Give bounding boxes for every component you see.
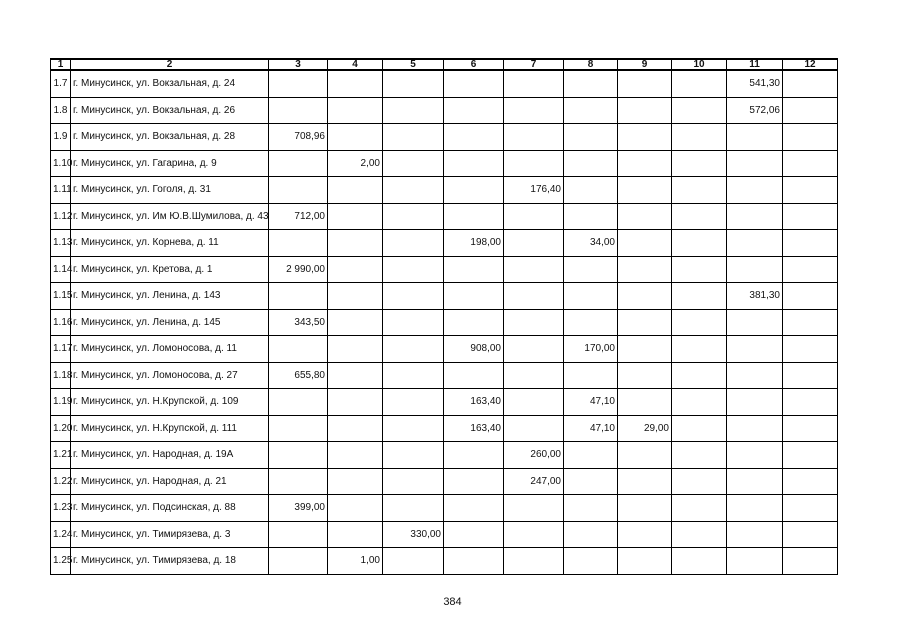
value-cell-col-11 xyxy=(727,150,783,177)
value-cell-col-10 xyxy=(672,336,727,363)
value-cell-col-9 xyxy=(618,495,672,522)
address-cell: г. Минусинск, ул. Народная, д. 21 xyxy=(71,468,269,495)
row-number: 1.12 xyxy=(51,203,71,230)
value-cell-col-10 xyxy=(672,256,727,283)
value-cell-col-8 xyxy=(564,256,618,283)
value-cell-col-11: 572,06 xyxy=(727,97,783,124)
value-cell-col-10 xyxy=(672,283,727,310)
value-cell-col-12 xyxy=(783,177,838,204)
value-cell-col-3 xyxy=(269,150,328,177)
value-cell-col-3 xyxy=(269,97,328,124)
value-cell-col-3: 655,80 xyxy=(269,362,328,389)
value-cell-col-12 xyxy=(783,97,838,124)
value-cell-col-10 xyxy=(672,548,727,575)
table-row xyxy=(51,97,838,124)
value-cell-col-3: 708,96 xyxy=(269,124,328,151)
value-cell-col-4 xyxy=(328,283,383,310)
address-cell: г. Минусинск, ул. Гагарина, д. 9 xyxy=(71,150,269,177)
value-cell-col-9 xyxy=(618,256,672,283)
value-cell-col-7 xyxy=(504,97,564,124)
value-cell-col-7 xyxy=(504,70,564,97)
value-cell-col-7 xyxy=(504,389,564,416)
value-cell-col-9 xyxy=(618,442,672,469)
value-cell-col-5 xyxy=(383,97,444,124)
value-cell-col-6: 163,40 xyxy=(444,415,504,442)
value-cell-col-5 xyxy=(383,150,444,177)
data-table xyxy=(50,58,838,575)
table-row xyxy=(51,362,838,389)
column-header-8: 8 xyxy=(564,59,618,70)
value-cell-col-9 xyxy=(618,336,672,363)
value-cell-col-10 xyxy=(672,442,727,469)
value-cell-col-11 xyxy=(727,309,783,336)
value-cell-col-6: 198,00 xyxy=(444,230,504,257)
value-cell-col-4 xyxy=(328,124,383,151)
table-row xyxy=(51,230,838,257)
value-cell-col-8 xyxy=(564,468,618,495)
value-cell-col-8: 47,10 xyxy=(564,415,618,442)
value-cell-col-4 xyxy=(328,495,383,522)
value-cell-col-12 xyxy=(783,521,838,548)
value-cell-col-7 xyxy=(504,309,564,336)
column-header-11: 11 xyxy=(727,59,783,70)
table-row xyxy=(51,548,838,575)
value-cell-col-10 xyxy=(672,389,727,416)
address-cell: г. Минусинск, ул. Им Ю.В.Шумилова, д. 43 xyxy=(71,203,269,230)
row-number: 1.16 xyxy=(51,309,71,336)
table-row xyxy=(51,495,838,522)
value-cell-col-9 xyxy=(618,362,672,389)
value-cell-col-4 xyxy=(328,230,383,257)
value-cell-col-7 xyxy=(504,256,564,283)
value-cell-col-4 xyxy=(328,309,383,336)
value-cell-col-11 xyxy=(727,548,783,575)
value-cell-col-12 xyxy=(783,124,838,151)
value-cell-col-7: 176,40 xyxy=(504,177,564,204)
value-cell-col-4 xyxy=(328,336,383,363)
table-row xyxy=(51,283,838,310)
table-row xyxy=(51,336,838,363)
row-number: 1.21 xyxy=(51,442,71,469)
value-cell-col-4 xyxy=(328,389,383,416)
value-cell-col-6 xyxy=(444,70,504,97)
value-cell-col-11 xyxy=(727,336,783,363)
address-cell: г. Минусинск, ул. Ломоносова, д. 27 xyxy=(71,362,269,389)
column-header-7: 7 xyxy=(504,59,564,70)
row-number: 1.9 xyxy=(51,124,71,151)
address-cell: г. Минусинск, ул. Гоголя, д. 31 xyxy=(71,177,269,204)
row-number: 1.22 xyxy=(51,468,71,495)
value-cell-col-4 xyxy=(328,468,383,495)
row-number: 1.13 xyxy=(51,230,71,257)
value-cell-col-7 xyxy=(504,521,564,548)
table-row xyxy=(51,203,838,230)
column-header-4: 4 xyxy=(328,59,383,70)
address-cell: г. Минусинск, ул. Н.Крупской, д. 109 xyxy=(71,389,269,416)
value-cell-col-7 xyxy=(504,362,564,389)
value-cell-col-9 xyxy=(618,97,672,124)
row-number: 1.7 xyxy=(51,70,71,97)
value-cell-col-8: 47,10 xyxy=(564,389,618,416)
address-cell: г. Минусинск, ул. Тимирязева, д. 18 xyxy=(71,548,269,575)
address-cell: г. Минусинск, ул. Подсинская, д. 88 xyxy=(71,495,269,522)
address-cell: г. Минусинск, ул. Ленина, д. 143 xyxy=(71,283,269,310)
value-cell-col-7 xyxy=(504,548,564,575)
value-cell-col-12 xyxy=(783,283,838,310)
value-cell-col-12 xyxy=(783,389,838,416)
value-cell-col-8 xyxy=(564,70,618,97)
value-cell-col-12 xyxy=(783,70,838,97)
row-number: 1.17 xyxy=(51,336,71,363)
value-cell-col-8 xyxy=(564,150,618,177)
value-cell-col-10 xyxy=(672,309,727,336)
value-cell-col-9 xyxy=(618,468,672,495)
address-cell: г. Минусинск, ул. Ленина, д. 145 xyxy=(71,309,269,336)
value-cell-col-6 xyxy=(444,309,504,336)
value-cell-col-5 xyxy=(383,70,444,97)
value-cell-col-11: 381,30 xyxy=(727,283,783,310)
value-cell-col-5 xyxy=(383,442,444,469)
value-cell-col-12 xyxy=(783,150,838,177)
value-cell-col-6 xyxy=(444,442,504,469)
table-row xyxy=(51,468,838,495)
address-cell: г. Минусинск, ул. Тимирязева, д. 3 xyxy=(71,521,269,548)
value-cell-col-5: 330,00 xyxy=(383,521,444,548)
value-cell-col-10 xyxy=(672,468,727,495)
value-cell-col-3 xyxy=(269,521,328,548)
row-number: 1.25 xyxy=(51,548,71,575)
value-cell-col-8: 34,00 xyxy=(564,230,618,257)
address-cell: г. Минусинск, ул. Вокзальная, д. 28 xyxy=(71,124,269,151)
address-cell: г. Минусинск, ул. Вокзальная, д. 26 xyxy=(71,97,269,124)
table-row xyxy=(51,70,838,97)
value-cell-col-6 xyxy=(444,97,504,124)
value-cell-col-7: 247,00 xyxy=(504,468,564,495)
column-header-3: 3 xyxy=(269,59,328,70)
value-cell-col-11: 541,30 xyxy=(727,70,783,97)
row-number: 1.23 xyxy=(51,495,71,522)
value-cell-col-8 xyxy=(564,124,618,151)
address-cell: г. Минусинск, ул. Корнева, д. 11 xyxy=(71,230,269,257)
address-cell: г. Минусинск, ул. Народная, д. 19А xyxy=(71,442,269,469)
value-cell-col-3 xyxy=(269,415,328,442)
value-cell-col-6 xyxy=(444,548,504,575)
row-number: 1.18 xyxy=(51,362,71,389)
value-cell-col-7 xyxy=(504,283,564,310)
value-cell-col-9 xyxy=(618,309,672,336)
value-cell-col-3 xyxy=(269,177,328,204)
value-cell-col-11 xyxy=(727,415,783,442)
value-cell-col-8 xyxy=(564,283,618,310)
value-cell-col-6 xyxy=(444,283,504,310)
value-cell-col-8 xyxy=(564,177,618,204)
row-number: 1.10 xyxy=(51,150,71,177)
value-cell-col-5 xyxy=(383,389,444,416)
value-cell-col-6 xyxy=(444,521,504,548)
value-cell-col-5 xyxy=(383,124,444,151)
value-cell-col-7: 260,00 xyxy=(504,442,564,469)
value-cell-col-11 xyxy=(727,468,783,495)
value-cell-col-3: 2 990,00 xyxy=(269,256,328,283)
row-number: 1.8 xyxy=(51,97,71,124)
value-cell-col-9 xyxy=(618,230,672,257)
row-number: 1.15 xyxy=(51,283,71,310)
value-cell-col-11 xyxy=(727,124,783,151)
value-cell-col-8 xyxy=(564,97,618,124)
value-cell-col-10 xyxy=(672,362,727,389)
value-cell-col-3 xyxy=(269,442,328,469)
value-cell-col-5 xyxy=(383,415,444,442)
value-cell-col-3 xyxy=(269,548,328,575)
page-number: 384 xyxy=(443,596,462,608)
value-cell-col-4 xyxy=(328,415,383,442)
value-cell-col-7 xyxy=(504,203,564,230)
value-cell-col-11 xyxy=(727,389,783,416)
value-cell-col-8 xyxy=(564,495,618,522)
value-cell-col-12 xyxy=(783,495,838,522)
value-cell-col-5 xyxy=(383,548,444,575)
value-cell-col-10 xyxy=(672,97,727,124)
value-cell-col-10 xyxy=(672,495,727,522)
value-cell-col-12 xyxy=(783,362,838,389)
value-cell-col-3 xyxy=(269,70,328,97)
value-cell-col-12 xyxy=(783,336,838,363)
value-cell-col-11 xyxy=(727,230,783,257)
address-cell: г. Минусинск, ул. Ломоносова, д. 11 xyxy=(71,336,269,363)
value-cell-col-12 xyxy=(783,256,838,283)
value-cell-col-5 xyxy=(383,203,444,230)
value-cell-col-6 xyxy=(444,256,504,283)
value-cell-col-3: 343,50 xyxy=(269,309,328,336)
value-cell-col-12 xyxy=(783,230,838,257)
value-cell-col-11 xyxy=(727,521,783,548)
value-cell-col-9 xyxy=(618,389,672,416)
value-cell-col-9 xyxy=(618,124,672,151)
value-cell-col-5 xyxy=(383,336,444,363)
value-cell-col-7 xyxy=(504,150,564,177)
value-cell-col-3 xyxy=(269,389,328,416)
value-cell-col-10 xyxy=(672,230,727,257)
row-number: 1.19 xyxy=(51,389,71,416)
value-cell-col-9 xyxy=(618,548,672,575)
value-cell-col-6 xyxy=(444,468,504,495)
value-cell-col-11 xyxy=(727,203,783,230)
value-cell-col-6: 163,40 xyxy=(444,389,504,416)
column-header-2: 2 xyxy=(71,59,269,70)
value-cell-col-8 xyxy=(564,309,618,336)
value-cell-col-9: 29,00 xyxy=(618,415,672,442)
header-row xyxy=(51,59,838,70)
value-cell-col-11 xyxy=(727,362,783,389)
value-cell-col-9 xyxy=(618,70,672,97)
value-cell-col-3 xyxy=(269,336,328,363)
value-cell-col-12 xyxy=(783,415,838,442)
value-cell-col-11 xyxy=(727,495,783,522)
value-cell-col-6: 908,00 xyxy=(444,336,504,363)
value-cell-col-11 xyxy=(727,177,783,204)
value-cell-col-10 xyxy=(672,124,727,151)
value-cell-col-10 xyxy=(672,70,727,97)
value-cell-col-12 xyxy=(783,468,838,495)
value-cell-col-6 xyxy=(444,177,504,204)
value-cell-col-7 xyxy=(504,124,564,151)
column-header-6: 6 xyxy=(444,59,504,70)
value-cell-col-8 xyxy=(564,203,618,230)
address-cell: г. Минусинск, ул. Вокзальная, д. 24 xyxy=(71,70,269,97)
value-cell-col-10 xyxy=(672,150,727,177)
column-header-10: 10 xyxy=(672,59,727,70)
value-cell-col-9 xyxy=(618,177,672,204)
value-cell-col-7 xyxy=(504,230,564,257)
table-row xyxy=(51,389,838,416)
value-cell-col-3 xyxy=(269,468,328,495)
value-cell-col-12 xyxy=(783,442,838,469)
value-cell-col-4 xyxy=(328,203,383,230)
value-cell-col-4 xyxy=(328,97,383,124)
value-cell-col-4 xyxy=(328,70,383,97)
value-cell-col-5 xyxy=(383,283,444,310)
value-cell-col-5 xyxy=(383,495,444,522)
table-row xyxy=(51,256,838,283)
column-header-5: 5 xyxy=(383,59,444,70)
table-row xyxy=(51,150,838,177)
value-cell-col-4 xyxy=(328,442,383,469)
value-cell-col-3: 712,00 xyxy=(269,203,328,230)
value-cell-col-3: 399,00 xyxy=(269,495,328,522)
table-body xyxy=(51,70,838,574)
value-cell-col-6 xyxy=(444,150,504,177)
address-cell: г. Минусинск, ул. Кретова, д. 1 xyxy=(71,256,269,283)
row-number: 1.24 xyxy=(51,521,71,548)
table-row xyxy=(51,177,838,204)
value-cell-col-7 xyxy=(504,415,564,442)
value-cell-col-6 xyxy=(444,495,504,522)
table-row xyxy=(51,124,838,151)
value-cell-col-4 xyxy=(328,521,383,548)
value-cell-col-4 xyxy=(328,362,383,389)
value-cell-col-11 xyxy=(727,256,783,283)
value-cell-col-8 xyxy=(564,442,618,469)
table-row xyxy=(51,309,838,336)
value-cell-col-6 xyxy=(444,362,504,389)
value-cell-col-6 xyxy=(444,203,504,230)
column-header-9: 9 xyxy=(618,59,672,70)
value-cell-col-4 xyxy=(328,177,383,204)
value-cell-col-9 xyxy=(618,203,672,230)
table-row xyxy=(51,521,838,548)
value-cell-col-5 xyxy=(383,468,444,495)
value-cell-col-8 xyxy=(564,548,618,575)
value-cell-col-11 xyxy=(727,442,783,469)
value-cell-col-4 xyxy=(328,256,383,283)
value-cell-col-12 xyxy=(783,203,838,230)
value-cell-col-8 xyxy=(564,521,618,548)
value-cell-col-7 xyxy=(504,336,564,363)
value-cell-col-10 xyxy=(672,415,727,442)
value-cell-col-5 xyxy=(383,362,444,389)
value-cell-col-5 xyxy=(383,230,444,257)
value-cell-col-4: 1,00 xyxy=(328,548,383,575)
value-cell-col-8: 170,00 xyxy=(564,336,618,363)
value-cell-col-12 xyxy=(783,309,838,336)
value-cell-col-4: 2,00 xyxy=(328,150,383,177)
table-row xyxy=(51,415,838,442)
column-header-12: 12 xyxy=(783,59,838,70)
value-cell-col-7 xyxy=(504,495,564,522)
value-cell-col-10 xyxy=(672,203,727,230)
value-cell-col-3 xyxy=(269,230,328,257)
value-cell-col-10 xyxy=(672,177,727,204)
value-cell-col-5 xyxy=(383,309,444,336)
value-cell-col-8 xyxy=(564,362,618,389)
value-cell-col-5 xyxy=(383,256,444,283)
address-cell: г. Минусинск, ул. Н.Крупской, д. 111 xyxy=(71,415,269,442)
value-cell-col-6 xyxy=(444,124,504,151)
row-number: 1.20 xyxy=(51,415,71,442)
value-cell-col-10 xyxy=(672,521,727,548)
value-cell-col-9 xyxy=(618,150,672,177)
row-number: 1.11 xyxy=(51,177,71,204)
value-cell-col-9 xyxy=(618,521,672,548)
value-cell-col-5 xyxy=(383,177,444,204)
column-header-1: 1 xyxy=(51,59,71,70)
value-cell-col-3 xyxy=(269,283,328,310)
row-number: 1.14 xyxy=(51,256,71,283)
value-cell-col-9 xyxy=(618,283,672,310)
value-cell-col-12 xyxy=(783,548,838,575)
table-row xyxy=(51,442,838,469)
